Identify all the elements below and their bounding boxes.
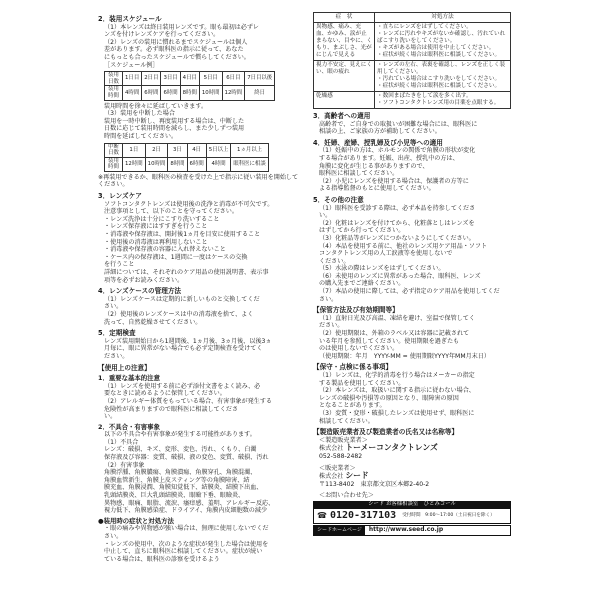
interrupt-hour-cell: 10時間 <box>145 157 168 171</box>
schedule-hour-cell: 10時間 <box>199 86 222 100</box>
interrupt-hour-cell: 12時間 <box>123 157 146 171</box>
symptom-row <box>314 61 511 92</box>
text-line: レンズ：破損、キズ、変形、変色、汚れ、くもり、白濁 <box>104 446 257 454</box>
left-column <box>98 12 303 563</box>
text-line: 中止して、直ちに眼科医に相談してください。症状が続い <box>104 548 263 556</box>
storage-text <box>313 315 513 361</box>
section-title-pregnancy: 4．妊婦、産婦、授乳婦及び小児等への適用 <box>313 138 443 147</box>
section-title-storage: 【保管方法及び有効期間等】 <box>313 306 399 315</box>
text-line: （1）妊娠中の方は、ホルモンの関係で角膜の形状が変化 <box>319 147 476 155</box>
other-notes-text <box>313 205 513 304</box>
schedule-note: 装用時間を徐々に延ばしていきます。 <box>104 102 208 110</box>
text-line: 角膜浮腫、角膜膿瘍、角膜潰瘍、角膜穿孔、角膜混濁、 <box>104 469 257 477</box>
text-line: （2）使用後のレンズケースは中の消毒液を捨て、よく <box>104 310 254 318</box>
text-line: 高齢者で、ご自身での取扱いが困難な場合には、眼科医に <box>319 120 478 128</box>
text-line: 乳頭結膜炎、巨大乳頭結膜炎、眼瞼下垂、眼瞼炎、 <box>104 492 245 500</box>
text-line: （2）アレルギー体質をもっている場合、有害事象が発生する <box>104 397 273 405</box>
maker-name-prefix: 株式会社 <box>319 445 344 453</box>
action-line: ・レンズに汚れやキズがないか確認し、汚れていればこすり洗いをしてください。 <box>377 31 506 44</box>
text-line: ンズを付けレンズケアを行ってください。 <box>104 31 220 39</box>
contact-box <box>313 501 511 536</box>
text-line: 相談してください。 <box>319 417 374 425</box>
text-line: い。 <box>319 212 332 220</box>
subsection-title-adverse: 2．不具合・有害事象 <box>98 422 160 431</box>
text-line: のは使用しないでください。 <box>319 345 399 353</box>
text-line: 洗って、自然乾燥させてください。 <box>104 318 202 326</box>
schedule-day-cell: 7日目以後 <box>245 72 275 86</box>
text-line: の購入先までご連絡ください。 <box>319 280 405 288</box>
action-line: ・症状が続く場合は眼科医に相談してください。 <box>377 83 501 89</box>
interrupt-hour-cell: 6時間 <box>187 157 206 171</box>
section-title-maintenance: 【保守・点検に係る事項】 <box>313 363 393 372</box>
schedule-day-cell: 6日目 <box>222 72 245 86</box>
schedule-hour-cell: 8時間 <box>180 86 199 100</box>
interrupt-hour-cell: 8時間 <box>168 157 187 171</box>
distributor-name-prefix: 株式会社 <box>319 473 344 481</box>
text-line: （4）本品を使用する前に、他社のレンズ用ケア用品・ソフト <box>319 242 488 250</box>
text-line: （1）レンズを使用する前に必ず添付文書をよく読み、必 <box>104 382 261 390</box>
text-line: （1）レンズケースは定期的に新しいものと交換してくだ <box>104 295 260 303</box>
symptom-table <box>313 12 511 109</box>
maker-tel: 052-588-2482 <box>319 452 363 460</box>
text-line: 項等を必ずお読みください。 <box>104 276 184 284</box>
text-line: （1）レンズは、化学的消毒を行う場合はメーカーの指定 <box>319 372 475 379</box>
action-line: ・直ちにレンズをはずしてください。 <box>377 24 472 30</box>
text-line: レンズの破損や汚損等の原因となり、眼障害の原因 <box>319 394 459 402</box>
interrupt-hour-cell: 4時間 <box>206 157 231 171</box>
symptom-header: 症 状 <box>314 13 375 23</box>
schedule-hour-cell: 終日 <box>245 86 275 100</box>
text-line: ・眼の痛みや異物感が強い場合は、無理に使用しないでくだ <box>104 525 269 533</box>
symptom-cell: 乾燥感 <box>314 92 375 109</box>
action-cell <box>375 23 511 61</box>
phone-icon: ☎ <box>317 511 327 521</box>
schedule-day-cell: 5日目 <box>199 72 222 86</box>
interrupt-day-cell: 4日 <box>187 143 206 157</box>
text-line: （1）直射日光及び高温、凍結を避け、室温で保管してく <box>319 314 475 322</box>
website-label: シードホームページ <box>314 526 365 535</box>
text-line: ・使用後の消毒液は再利用しないこと <box>104 238 208 246</box>
text-line: （1）本レンズは終日装用レンズです。眼も最初は必ずレ <box>104 23 259 31</box>
maker-name-main: トーメーコンタクトレンズ <box>345 443 438 453</box>
text-line: 差があります。必ず眼科医の指示に従って、あなた <box>104 46 244 54</box>
section-title-precautions: 【使用上の注意】 <box>98 363 151 372</box>
text-line: 詳細については、それぞれのケア用品の使用説明書、表示事 <box>104 269 269 276</box>
text-line: いる年月を参照してください。使用期限を過ぎたも <box>319 337 460 345</box>
subsection-title-basic: 1．重要な基本的注意 <box>98 374 160 383</box>
text-line: ・消毒液や保存液は、開封後1ヵ月を目安に使用すること <box>104 231 261 239</box>
text-line: 角膜血管新生、角膜上皮スティング等の角膜障害、結 <box>104 476 250 484</box>
text-line: 時間を延ばしてください。 <box>104 132 178 140</box>
action-line: ・汚れている場合はこすり洗いをしてください。 <box>377 76 501 82</box>
schedule-hour-cell: 6時間 <box>142 86 161 100</box>
schedule-table <box>104 71 275 100</box>
text-line: 視力低下、角膜感染症、ドライアイ、角膜内皮細胞数の減少 <box>104 507 268 515</box>
interrupt-day-cell: 3日 <box>168 143 187 157</box>
text-line: （1）不具合 <box>104 438 139 446</box>
schedule-day-cell: 4日目 <box>180 72 199 86</box>
text-line: はずしてから行ってください。 <box>319 227 405 235</box>
schedule-interrupted <box>98 110 303 140</box>
website-url[interactable]: http://www.seed.co.jp <box>368 525 444 533</box>
section-title-case: 4．レンズケースの管理方法 <box>98 287 182 296</box>
text-line: レンズ装用開始日から1週間後、1ヵ月後、3ヵ月後、以後3ヵ <box>104 337 272 345</box>
text-line: （2）化粧はレンズを付けてから、化粧落としはレンズを <box>319 219 475 227</box>
text-line: さい。 <box>104 533 123 540</box>
phone-box <box>313 508 511 524</box>
action-line: ・症状が続く場合は眼科医に相談してください。 <box>377 52 501 58</box>
text-line: にもっとも合ったスケジュールで慣らしてください。 <box>104 53 250 61</box>
section-title-lenscare: 3．レンズケア <box>98 192 142 201</box>
distributor-name-main: シード <box>345 471 369 481</box>
interrupt-day-cell: 1ヵ月以上 <box>231 143 268 157</box>
distributor-label: ＜販売業者＞ <box>319 464 356 472</box>
schedule-day-cell: 1日目 <box>123 72 142 86</box>
text-line: 月毎に、眼に異常がない場合でも必ず定期検査を受けてく <box>104 345 263 353</box>
text-line: ・レンズ保存液にはすすぎを行うこと <box>104 223 208 231</box>
phone-hours: 受付時間 9:00〜17:00（土日祝日を除く） <box>402 513 495 519</box>
text-line: ださい。 <box>104 352 129 360</box>
symptom-row <box>314 23 511 61</box>
text-line: 装用を一時中断し、再度装用する場合は、中断した <box>104 117 245 125</box>
section-title-elderly: 3．高齢者への適用 <box>313 112 371 120</box>
subsection-title-symptoms: ●装用時の症状と対処方法 <box>98 516 174 525</box>
text-line: さい。 <box>104 303 123 311</box>
text-line: 危険性が高まりますので眼科医に相談してくださ <box>104 405 239 413</box>
schedule-hour-cell: 12時間 <box>222 86 245 100</box>
text-line: ・消毒液や保存液の容器に入れ替えないこと <box>104 246 226 254</box>
section-title-other: 5．その他の注意 <box>313 195 364 204</box>
symptom-row <box>314 92 511 109</box>
website-box <box>313 525 511 536</box>
text-line: ている場合は、眼科医の診察を受けるよう <box>104 555 220 563</box>
pregnancy-text <box>313 147 513 193</box>
schedule-intro <box>98 24 303 62</box>
schedule-hours-label: 装用時間 <box>105 86 123 100</box>
distributor-address: 〒113-8402 東京都文京区本郷2-40-2 <box>319 480 430 488</box>
section-title-checkup: 5．定期検査 <box>98 329 136 338</box>
interrupt-hours-label: 装用時間 <box>105 157 123 171</box>
text-line: する製品を使用してください。 <box>319 379 405 387</box>
contact-banner: シード お客様相談室 ひとみコール <box>313 501 511 508</box>
contact-label: ＜お問い合わせ先＞ <box>319 492 374 500</box>
adverse-events-text <box>98 431 303 515</box>
text-line: 角膜に変化が生じる事がありますので、 <box>319 162 429 170</box>
phone-number[interactable]: 0120-317103 <box>329 510 397 522</box>
action-line: ・キズがある場合は使用を中止してください。 <box>377 45 495 51</box>
interrupt-day-cell: 5日以上 <box>206 143 231 157</box>
symptoms-text <box>98 525 303 563</box>
checkup-text <box>98 338 303 361</box>
maker-name <box>313 444 513 453</box>
action-line: ・レンズの左右、表裏を確認し、レンズを正しく装用してください。 <box>377 62 506 75</box>
text-line: （使用期限：年月 YYYY-MM = 使用期限YYYY年MM月末日） <box>319 352 490 360</box>
interrupt-note: ※再装用できるか、眼科医の検査を受けた上で指示に従い装用を開始してください。 <box>98 173 299 189</box>
text-line: ・ケース内の保存液は、1週間に一度はケースの交換 <box>104 253 248 261</box>
text-line: （2）本レンズは、取扱いに関する指示に従わない場合、 <box>319 387 475 395</box>
action-line: ・数回まばたきをして涙を多く出す。 <box>377 93 472 99</box>
text-line: い。 <box>104 413 117 421</box>
text-line: 眼科医に相談してください。 <box>319 170 399 178</box>
text-line: 日数に応じて装用時間を減らし、また少しずつ装用 <box>104 125 245 133</box>
text-line: さい。 <box>319 295 338 303</box>
symptom-cell: 異物感、痛み、充血、かゆみ、涙が止まらない、目やに、くもり、まぶしさ、光がにじんで見える <box>314 23 375 61</box>
interrupt-table <box>104 143 269 172</box>
lenscare-text <box>98 201 303 285</box>
maker-label: ＜製造販売業者＞ <box>319 436 368 444</box>
text-line: する場合があります。妊娠、出産、授乳中の方は、 <box>319 154 459 162</box>
text-line: （1）眼科医を受診する際は、必ず本品を持参してくださ <box>319 204 476 212</box>
text-line: ・レンズ洗浄は十分にこすり洗いすること <box>104 215 220 223</box>
text-line: を行うこと <box>104 261 135 269</box>
text-line: （2）レンズの装用に慣れるまでスケジュールは個人 <box>104 38 248 46</box>
schedule-day-cell: 3日目 <box>161 72 180 86</box>
text-line: 注意事項として、以下のことを守ってください。 <box>104 208 238 216</box>
distributor-name <box>313 472 513 481</box>
text-line: よる指導監督のもとに使用してください。 <box>319 185 435 193</box>
text-line: コンタクトレンズ用の人工涙液等を使用しないで <box>319 250 453 258</box>
text-line: 要なときに読めるように保管してください。 <box>104 390 226 398</box>
text-line: （2）小児にレンズを使用する場合は、保護者の方等に <box>319 177 469 185</box>
action-cell <box>375 92 511 109</box>
action-cell <box>375 61 511 92</box>
schedule-hour-cell: 4時間 <box>123 86 142 100</box>
schedule-day-cell: 2日目 <box>142 72 161 86</box>
text-line: ソフトコンタクトレンズは使用後の洗浄と消毒が不可欠です。 <box>104 200 274 208</box>
text-line: （5）水泳の際はレンズをはずしてください。 <box>319 265 445 273</box>
text-line: ・レンズの使用中、次のような症状が発生した場合は使用を <box>104 540 269 548</box>
maintenance-text <box>313 372 513 425</box>
text-line: となることがあります。 <box>319 402 386 410</box>
text-line: （2）使用期限は、外箱のラベル又は容器に記載されて <box>319 330 470 338</box>
interrupt-day-cell: 2日 <box>145 143 168 157</box>
text-line: （3）変質・変形・破損したレンズは使用せず、眼科医に <box>319 409 475 417</box>
action-header: 対処方法 <box>375 13 511 23</box>
text-line: （3）装用を中断した場合 <box>104 110 175 118</box>
text-line: 膜充血、角膜浸潤、角膜知覚低下、結膜炎、結膜下出血、 <box>104 484 263 492</box>
right-column <box>313 12 513 536</box>
section-title-schedule: 2．装用スケジュール <box>98 15 162 23</box>
text-line: 以下の不具合や有害事象が発生する可能性があります。 <box>104 431 256 439</box>
schedule-example-label: ［スケジュール例］ <box>104 61 159 69</box>
text-line: 相談の上、ご家族の方が補助してください。 <box>319 128 441 136</box>
text-line: （6）未使用のレンズに異常があった場合、眼科医、レンズ <box>319 272 481 280</box>
text-line: 保存液及び容器：変質、破損、液の変色、変質、破損、汚れ <box>104 454 269 462</box>
elderly-text <box>313 121 513 136</box>
basic-precautions-text <box>98 383 303 421</box>
case-text <box>98 296 303 326</box>
text-line: 異物感、眼痛、眼脂、流涙、瘙痒感、羞明、アレルギー反応、 <box>104 499 275 507</box>
schedule-hour-cell: 6時間 <box>161 86 180 100</box>
section-title-maker: 【製造販売業者及び製造業者の氏名又は名称等】 <box>313 428 459 437</box>
interrupt-day-cell: 1日 <box>123 143 146 157</box>
interrupt-hour-cell: 眼科医に相談 <box>231 157 268 171</box>
text-line: （2）有害事象 <box>104 461 145 469</box>
text-line: ください。 <box>319 257 350 265</box>
action-line: ・ソフトコンタクトレンズ用の目薬を点眼する。 <box>377 100 500 106</box>
symptom-cell: 視力不安定、見えにくい、眼の疲れ <box>314 61 375 92</box>
schedule-days-label: 装用日数 <box>105 72 123 86</box>
interrupt-days-label: 中断日数 <box>105 143 123 157</box>
text-line: ださい。 <box>319 322 344 330</box>
text-line: （3）化粧品等がレンズにつかないようにしてください。 <box>319 234 475 242</box>
text-line: （7）本品の使用に際しては、必ず指定のケア用品を使用してくだ <box>319 288 500 296</box>
